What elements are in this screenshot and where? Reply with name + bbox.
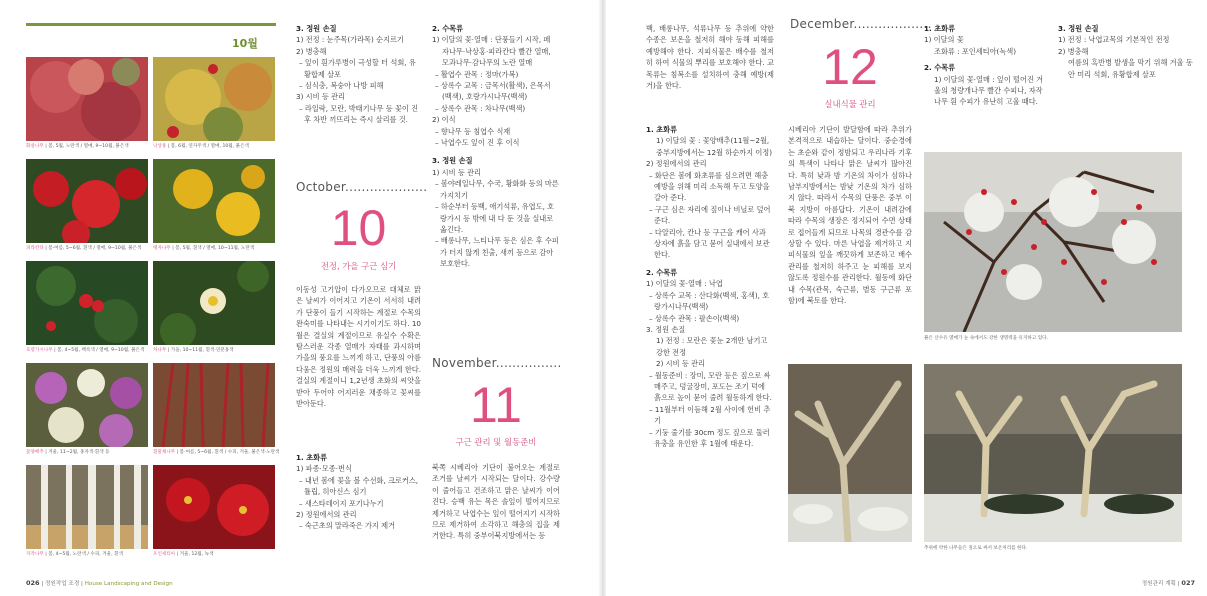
right-col4: 3. 정원 손질 1) 전정 : 낙엽교목의 기본적인 전정 2) 병충해 여름의 흑반병 발생을 막기 위해 겨울 동안 미리 석회, 유황합제 살포 xyxy=(1058,24,1193,79)
caption-horanggasi: 호랑가시나무 | 봄, 4~5월, 백록색 / 열매, 9~10월, 붉은색 xyxy=(26,348,145,353)
col3-top-text: 2. 수목류 1) 이달의 꽃·열매 : 단풍들기 시작, 페 자나무·낙상홍·피라칸다 빨간 열매, 모과나무·감나무의 노란 열매 – 활엽수 관목 : 정마(가복) – 상록수 교목 : 금목서(활색), 은목서 (백색), 호랑가시나무(백색) – 상록수 관목 : 차나무(백색) 2) 이식 – 향나무 등 침엽수 식재 – 낙엽수도 잎이 진 후 이식 3. 정원 손질 1) 시비 등 관리 – 봄야레일나무, 수국, 황화화 등의 마른 가지치기 – 하순부터 등백, 애기석류, 유엽도, 호랑가시 등 밖에 내 다 둔 것을 실내로 옮긴다. – 배롱나무, 느티나무 등은 심은 후 수피가 터지 않게 친출, 새끼 등으로 감아 보호한다. xyxy=(432,24,559,269)
left-folio: 026 | 정원작업 조경 | House Landscaping and Design xyxy=(26,579,173,587)
caption-hwasalnamu: 화살나무 | 봄, 5월, 노란색 / 열매, 9~10월, 붉은색 xyxy=(26,144,129,149)
october-section1: 1. 초화류 1) 파종·모종·번식 – 내년 봄에 꽃을 볼 수선화, 크로커스, 튤립, 히아신스 심기 – 새스타데이지 포기나누기 2) 정원에서의 관리 – 숙근초의 말라죽은 가지 제거 xyxy=(296,453,419,531)
october-body: 이동성 고기압이 다가오므로 대체로 맑은 날씨가 이어지고 기온이 서서히 내려가 단풍이 들기 시작하는 계절로 수목의 완숙미를 나타내는 시기이기도 하다. 10월은 결실의 계절이므로 유실수 수확은 탐스러운 각종 열매가 자태를 과시하며 가을의 풍요를 느끼게 하고, 단풍의 아름다움은 정원의 매력을 더욱 느끼게 한다. 결실의 계절이니 1,2년생 초화의 씨앗을 받아 두어야 어지러운 채종하고 꽃씨를 받아둔다. xyxy=(296,285,421,409)
photo-chanamu xyxy=(153,261,275,345)
photo-pyracantha xyxy=(26,159,148,243)
caption-wrapped-trees: 추위에 약한 나무들은 짚으로 싸서 보온처리를 한다. xyxy=(924,546,1028,551)
caption-snowy-sansuyu: 붉은 산수유 열매가 눈 속에서도 강한 생명력을 유지하고 있다. xyxy=(924,336,1049,341)
month-rule xyxy=(26,23,276,26)
photo-wrapped-tree-left xyxy=(788,364,912,542)
december-month-name: December................... xyxy=(790,17,932,31)
right-folio: 정원관리 계획 | 027 xyxy=(1141,579,1195,587)
november-month-name: November................ xyxy=(432,356,562,370)
photo-ggotyangbaechu xyxy=(26,363,148,447)
right-page xyxy=(606,0,1207,596)
right-col3: 1. 초화류 1) 이달의 꽃 조화류 : 포인세티아(녹색) 2. 수목류 1) 이달의 꽃·열매 : 잎이 떨어진 겨울의 청량개나무 빨간 수피나, 자작나무 흰 수피가 유난히 고울 때다. xyxy=(924,24,1044,107)
month-tag: 10월 xyxy=(232,37,258,50)
november-number: 11 xyxy=(470,377,522,433)
caption-ggotyangbaechu: 꽃양배추 | 겨울, 11~2월, 홍자색·흰색 등 xyxy=(26,450,110,455)
october-subtitle: 전정, 가을 구근 심기 xyxy=(320,261,397,271)
caption-naksanghong: 낙상홍 | 봄, 6월, 연자주색 / 열매, 10월, 붉은색 xyxy=(153,144,249,149)
caption-chanamu: 차나무 | 가을, 10~11월, 흰색·연분홍색 xyxy=(153,348,234,353)
caption-poinsettia: 포인세티아 | 겨울, 12월, 녹색 xyxy=(153,552,214,557)
photo-naksanghong xyxy=(153,57,275,141)
right-col1-top: 백, 배롱나무, 석류나무 등 추위에 약한 수종은 보온을 철저히 해야 동해 피해를 예방해야 한다. 지피식물은 배수를 철저히 하여 식물의 뿌리를 보호해야 한다. 교목류는 침복소를 설치하여 충해 예방(제거)을 한다. xyxy=(646,24,774,91)
november-body: 북쪽 시베리아 기단이 불어오는 계절로 조거를 날씨가 시작되는 달이다. 강수량이 줄어들고 건조하고 맑은 날씨가 이어진다. 승백 유는 목은 솔잎이 떨어지므로 제거하고 낙엽수는 잎이 떨어지기 시작하므로 제거하여 소각하고 해충의 집을 제거한다. 특히 중부이북지방에서는 등 xyxy=(432,463,560,541)
caption-jajak: 자작나무 | 봄, 4~5월, 노란색 / 수피, 겨울, 흰색 xyxy=(26,552,123,557)
december-number: 12 xyxy=(822,39,878,95)
october-month-name: October.................... xyxy=(296,180,428,194)
december-body: 시베리아 기단이 발달함에 따라 추위가 본격적으로 내습하는 달이다. 중순경에는 초순와 같이 정밤되고 우리나라 기후의 특색이 나타나 맑은 날씨가 많아진다. 특히 낮과 밤 기온의 차이가 심하나 남부지방에서는 밤낮 기온의 차가 심하지 않다. 따라서 수목의 단풍은 중부 이북 지방이 아름답다. 기온이 내려감에 따라 수목의 생장은 정지되어 수면 상태로 접어들게 되므로 나목의 경관수를 감상할 수 있다. 마른 낙엽을 제거하고 지피식물의 잎을 깨끗하게 보존하고 배수관리를 철저히 하주고 눈 피해를 보지 않도록 정원수를 관리한다. 월동에 화단 내 수목(관목, 숙근류, 별동 구근류 포함)에 북토를 한다. xyxy=(788,125,912,306)
november-subtitle: 구근 관리 및 월동준비 xyxy=(455,437,537,447)
caption-huinmalchae: 흰말채나무 | 봄·여름, 5~6월, 흰색 / 수피, 겨울, 붉은색·노란색 xyxy=(153,450,280,455)
photo-wrapped-trees-right xyxy=(924,364,1182,542)
photo-jajak xyxy=(26,465,148,549)
december-subtitle: 실내식물 관리 xyxy=(824,99,876,109)
photo-horanggasi xyxy=(26,261,148,345)
photo-huinmalchae xyxy=(153,363,275,447)
photo-taengja xyxy=(153,159,275,243)
heading-garden-care: 3. 정원 손질 xyxy=(296,24,337,33)
photo-poinsettia xyxy=(153,465,275,549)
right-col1-sections: 1. 초화류 1) 이달의 꽃 : 꽃양배추(11월~2월, 중부지방에서는 12월 하순까지 이정) 2) 정원에서의 관리 – 화단은 봄에 화초류를 심으려면 해충 예방을 위해 미리 소독해 두고 토양을 갈아 준다. – 구근 심은 자리에 짚이나 비닐로 덮어준다. – 다알리아, 칸나 등 구근을 캐어 사과 상자에 흙을 담고 묻어 실내에서 보관한다. 2. 수목류 1) 이달의 꽃·열매 : 낙엽 – 상록수 교목 : 산다화(백색, 홍색), 호랑가시나무(백색) – 상록수 관목 : 팔손이(백색) 3. 정원 손질 1) 전정 : 모란은 꽃눈 2개만 남기고 강한 전정 2) 시비 등 관리 – 월동준비 : 장미, 모란 등은 짚으로 싸매주고, 덩굴장미, 포도는 조기 덕에 흙으로 높이 묻어 줄려 월동하게 한다. – 11월부터 이듬해 2월 사이에 헌비 추기 – 기둥 줄기를 30cm 정도 짚으로 둘러 유충을 유인한 후 1월에 태운다. xyxy=(646,125,773,448)
photo-hwasalnamu xyxy=(26,57,148,141)
photo-snowy-sansuyu xyxy=(924,152,1182,332)
october-number: 10 xyxy=(330,200,387,256)
left-page xyxy=(0,0,600,596)
caption-taengja: 탱자나무 | 봄, 5월, 흰색 / 열매, 10~11월, 노란색 xyxy=(153,246,255,251)
col2-top-text: 3. 정원 손질 1) 전정 : 눈주목(가라목) 순지르기 2) 병충해 – 잎이 흰가루병이 극성할 터 석회, 유황합제 살포 – 심식충, 복숭아 나방 피해 3) 시비 등 관리 – 라일락, 모란, 박태기나무 등 꽃이 진 후 차반 끼뜨리는 즉시 살리를 것. xyxy=(296,23,421,126)
caption-pyracantha: 피라칸타 | 봄·여름, 5~6월, 흰색 / 열매, 9~10월, 붉은색 xyxy=(26,246,142,251)
